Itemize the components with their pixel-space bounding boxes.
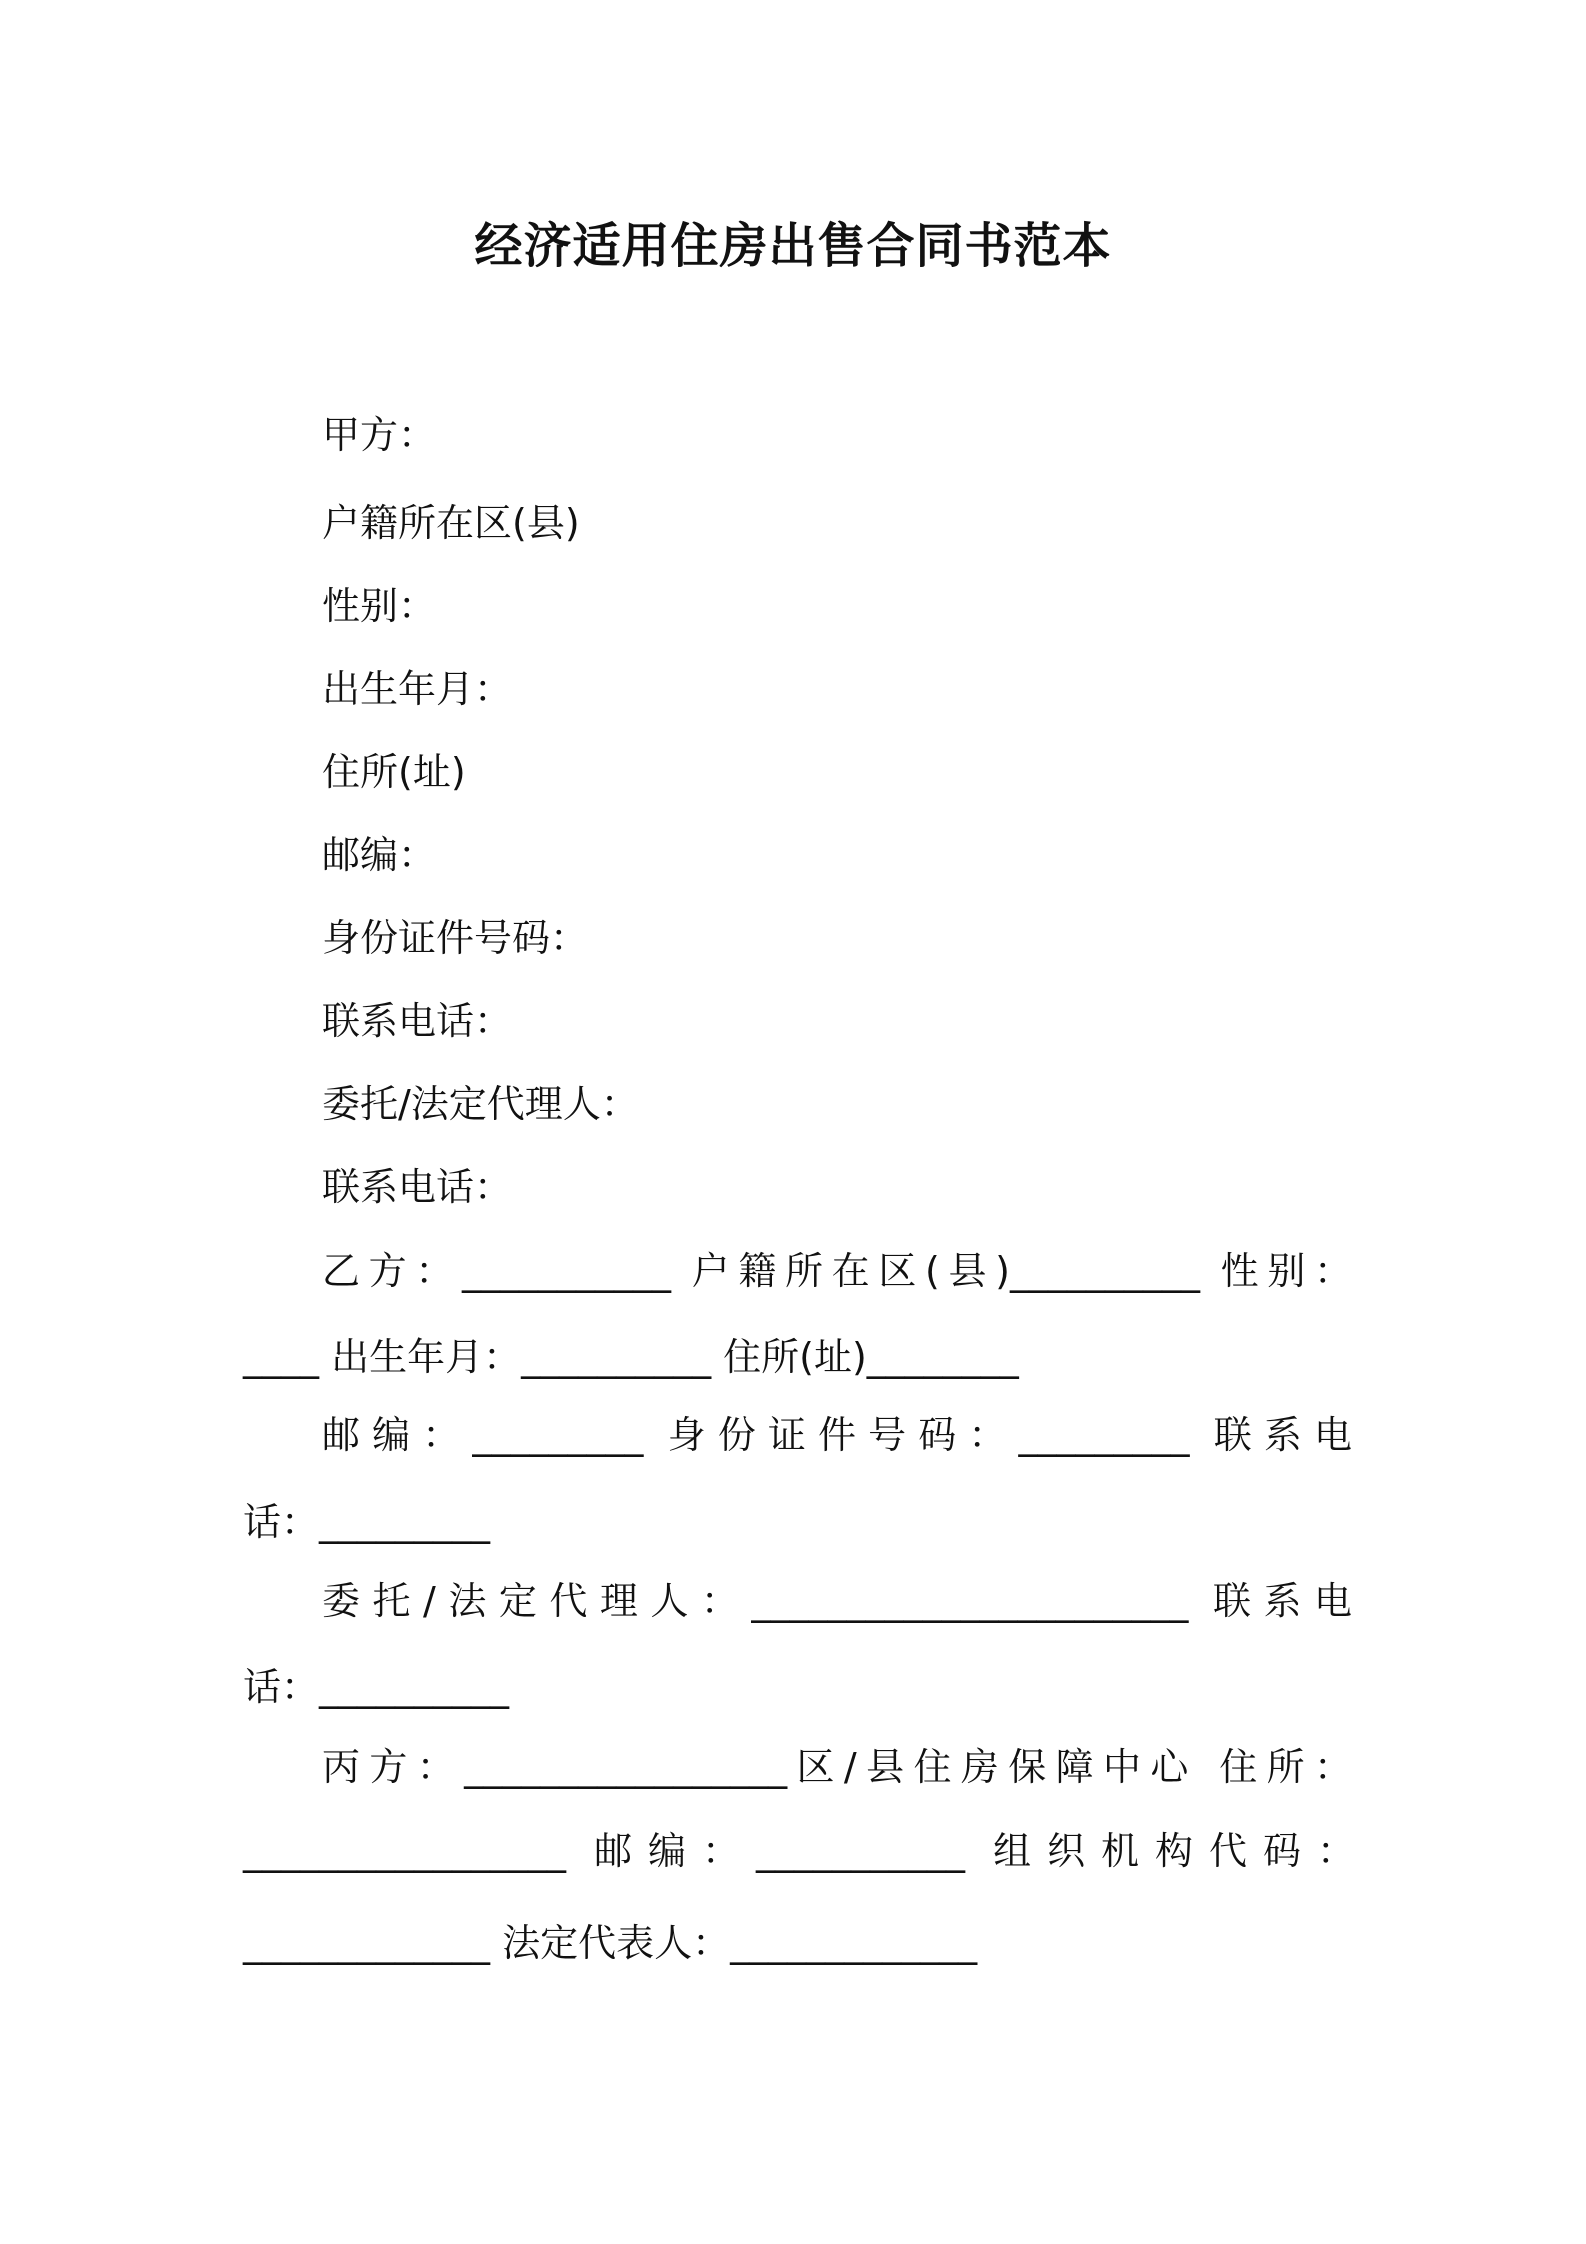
party-a-id-number: 身份证件号码：: [322, 916, 589, 960]
party-a-agent-phone: 联系电话：: [322, 1165, 513, 1209]
party-a-address: 住所(址): [322, 750, 466, 794]
party-a-postcode: 邮编：: [322, 833, 437, 877]
party-b-line-4: 话：_________: [243, 1500, 491, 1544]
document-title: 经济适用住房出售合同书范本: [474, 218, 1112, 274]
party-a-household-district: 户籍所在区(县): [322, 501, 580, 545]
party-b-line-2: ____ 出生年月：__________ 住所(址)________: [243, 1335, 1019, 1379]
party-c-line-1: 丙方：_________________区/县住房保障中心 住所：: [322, 1745, 1352, 1789]
party-a-birth-date: 出生年月：: [322, 667, 513, 711]
party-a-phone: 联系电话：: [322, 999, 513, 1043]
party-b-line-6: 话：__________: [243, 1665, 510, 1709]
party-b-line-3: 邮编：_________ 身份证件号码：_________ 联系电: [322, 1413, 1352, 1457]
party-a-agent: 委托/法定代理人：: [322, 1082, 639, 1126]
party-b-line-5: 委托/法定代理人：_______________________ 联系电: [322, 1579, 1352, 1623]
party-a-gender: 性别：: [322, 584, 437, 628]
party-c-line-2: _________________ 邮编：___________ 组织机构代码：: [243, 1829, 1355, 1873]
party-b-line-1: 乙方：___________ 户籍所在区(县)__________ 性别：: [322, 1249, 1352, 1293]
party-a-label: 甲方：: [322, 413, 437, 457]
party-c-line-3: _____________ 法定代表人：_____________: [243, 1921, 978, 1965]
